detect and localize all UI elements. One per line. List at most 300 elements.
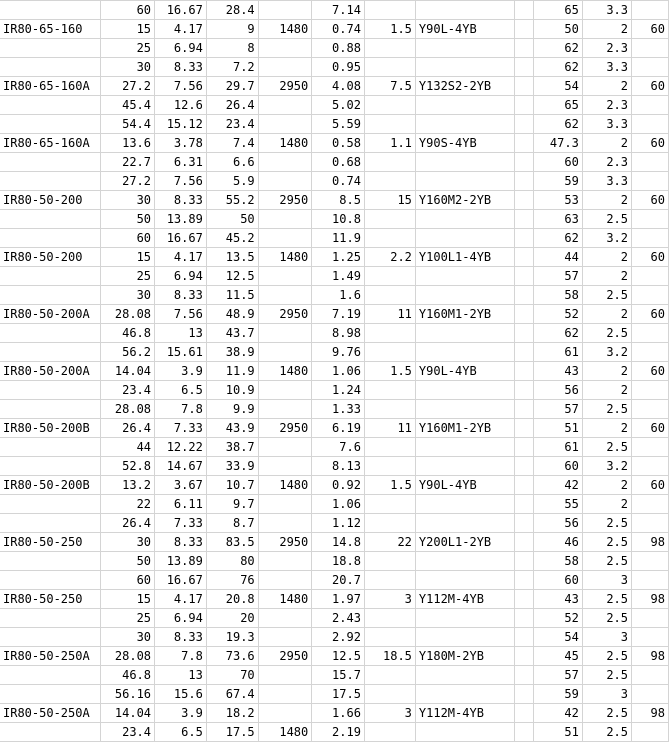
cell-blank[interactable]	[515, 514, 533, 533]
cell-npsh[interactable]: 2.5	[582, 704, 631, 723]
cell-npsh[interactable]: 2.5	[582, 552, 631, 571]
cell-flow-m3h[interactable]: 23.4	[101, 723, 155, 742]
cell-model[interactable]	[0, 39, 101, 58]
cell-shaft-power-kw[interactable]: 8.13	[312, 457, 365, 476]
cell-flow-ls[interactable]: 4.17	[155, 590, 207, 609]
cell-motor-power-kw[interactable]	[364, 229, 415, 248]
cell-motor-model[interactable]: Y160M2-2YB	[415, 191, 514, 210]
cell-model[interactable]	[0, 723, 101, 742]
cell-shaft-power-kw[interactable]: 1.6	[312, 286, 365, 305]
cell-model[interactable]	[0, 229, 101, 248]
cell-head-m[interactable]: 8.7	[206, 514, 258, 533]
cell-motor-model[interactable]	[415, 628, 514, 647]
cell-flow-ls[interactable]: 3.9	[155, 704, 207, 723]
cell-efficiency[interactable]: 42	[533, 704, 582, 723]
cell-flow-ls[interactable]: 6.94	[155, 609, 207, 628]
cell-blank[interactable]	[515, 495, 533, 514]
cell-model[interactable]: IR80-50-200B	[0, 476, 101, 495]
cell-speed-rpm[interactable]	[258, 210, 312, 229]
cell-weight[interactable]: 98	[632, 533, 669, 552]
cell-npsh[interactable]: 2	[582, 362, 631, 381]
cell-flow-m3h[interactable]: 15	[101, 248, 155, 267]
cell-speed-rpm[interactable]	[258, 628, 312, 647]
cell-blank[interactable]	[515, 210, 533, 229]
cell-motor-power-kw[interactable]	[364, 153, 415, 172]
cell-shaft-power-kw[interactable]: 0.88	[312, 39, 365, 58]
cell-weight[interactable]	[632, 1, 669, 20]
cell-efficiency[interactable]: 62	[533, 39, 582, 58]
cell-model[interactable]	[0, 58, 101, 77]
cell-motor-power-kw[interactable]: 11	[364, 419, 415, 438]
cell-model[interactable]: IR80-65-160A	[0, 77, 101, 96]
cell-model[interactable]	[0, 343, 101, 362]
cell-speed-rpm[interactable]	[258, 495, 312, 514]
cell-head-m[interactable]: 38.7	[206, 438, 258, 457]
cell-efficiency[interactable]: 60	[533, 457, 582, 476]
cell-flow-m3h[interactable]: 25	[101, 609, 155, 628]
cell-flow-ls[interactable]: 12.22	[155, 438, 207, 457]
cell-efficiency[interactable]: 58	[533, 286, 582, 305]
cell-blank[interactable]	[515, 305, 533, 324]
cell-motor-power-kw[interactable]	[364, 172, 415, 191]
cell-head-m[interactable]: 9.9	[206, 400, 258, 419]
cell-shaft-power-kw[interactable]: 1.25	[312, 248, 365, 267]
cell-head-m[interactable]: 76	[206, 571, 258, 590]
cell-flow-m3h[interactable]: 26.4	[101, 514, 155, 533]
cell-motor-power-kw[interactable]: 2.2	[364, 248, 415, 267]
cell-shaft-power-kw[interactable]: 1.24	[312, 381, 365, 400]
cell-blank[interactable]	[515, 457, 533, 476]
cell-model[interactable]: IR80-50-200A	[0, 305, 101, 324]
cell-model[interactable]: IR80-50-250A	[0, 704, 101, 723]
cell-head-m[interactable]: 7.4	[206, 134, 258, 153]
cell-blank[interactable]	[515, 666, 533, 685]
cell-speed-rpm[interactable]	[258, 400, 312, 419]
cell-weight[interactable]	[632, 324, 669, 343]
cell-npsh[interactable]: 2	[582, 134, 631, 153]
cell-motor-model[interactable]	[415, 96, 514, 115]
cell-motor-model[interactable]	[415, 723, 514, 742]
cell-shaft-power-kw[interactable]: 0.95	[312, 58, 365, 77]
cell-blank[interactable]	[515, 571, 533, 590]
cell-npsh[interactable]: 2.5	[582, 666, 631, 685]
cell-motor-power-kw[interactable]	[364, 457, 415, 476]
cell-weight[interactable]: 98	[632, 647, 669, 666]
cell-shaft-power-kw[interactable]: 9.76	[312, 343, 365, 362]
cell-speed-rpm[interactable]: 1480	[258, 362, 312, 381]
cell-head-m[interactable]: 18.2	[206, 704, 258, 723]
cell-efficiency[interactable]: 58	[533, 552, 582, 571]
cell-speed-rpm[interactable]	[258, 324, 312, 343]
cell-npsh[interactable]: 2.5	[582, 647, 631, 666]
cell-flow-ls[interactable]: 6.31	[155, 153, 207, 172]
cell-motor-power-kw[interactable]	[364, 685, 415, 704]
cell-flow-m3h[interactable]: 15	[101, 590, 155, 609]
cell-efficiency[interactable]: 53	[533, 191, 582, 210]
cell-flow-ls[interactable]: 13	[155, 666, 207, 685]
cell-speed-rpm[interactable]: 1480	[258, 590, 312, 609]
cell-flow-ls[interactable]: 7.56	[155, 77, 207, 96]
cell-blank[interactable]	[515, 58, 533, 77]
cell-motor-power-kw[interactable]	[364, 628, 415, 647]
cell-npsh[interactable]: 2.5	[582, 590, 631, 609]
cell-speed-rpm[interactable]	[258, 457, 312, 476]
cell-motor-power-kw[interactable]: 1.1	[364, 134, 415, 153]
cell-efficiency[interactable]: 57	[533, 400, 582, 419]
cell-model[interactable]	[0, 685, 101, 704]
cell-weight[interactable]	[632, 495, 669, 514]
cell-flow-ls[interactable]: 12.6	[155, 96, 207, 115]
cell-speed-rpm[interactable]: 2950	[258, 191, 312, 210]
cell-speed-rpm[interactable]	[258, 96, 312, 115]
cell-blank[interactable]	[515, 115, 533, 134]
cell-model[interactable]	[0, 210, 101, 229]
cell-speed-rpm[interactable]: 1480	[258, 248, 312, 267]
cell-shaft-power-kw[interactable]: 1.49	[312, 267, 365, 286]
cell-flow-m3h[interactable]: 27.2	[101, 77, 155, 96]
cell-weight[interactable]: 98	[632, 590, 669, 609]
cell-flow-ls[interactable]: 8.33	[155, 533, 207, 552]
cell-npsh[interactable]: 2	[582, 267, 631, 286]
cell-weight[interactable]: 60	[632, 191, 669, 210]
cell-speed-rpm[interactable]	[258, 229, 312, 248]
cell-motor-model[interactable]: Y180M-2YB	[415, 647, 514, 666]
cell-shaft-power-kw[interactable]: 7.19	[312, 305, 365, 324]
cell-blank[interactable]	[515, 476, 533, 495]
cell-speed-rpm[interactable]	[258, 685, 312, 704]
cell-flow-ls[interactable]: 7.8	[155, 647, 207, 666]
cell-speed-rpm[interactable]	[258, 381, 312, 400]
cell-model[interactable]	[0, 457, 101, 476]
cell-shaft-power-kw[interactable]: 10.8	[312, 210, 365, 229]
cell-flow-ls[interactable]: 14.67	[155, 457, 207, 476]
cell-blank[interactable]	[515, 267, 533, 286]
cell-shaft-power-kw[interactable]: 0.74	[312, 20, 365, 39]
cell-motor-power-kw[interactable]: 3	[364, 590, 415, 609]
cell-npsh[interactable]: 2.3	[582, 39, 631, 58]
cell-speed-rpm[interactable]: 2950	[258, 305, 312, 324]
cell-blank[interactable]	[515, 77, 533, 96]
cell-motor-power-kw[interactable]: 18.5	[364, 647, 415, 666]
cell-shaft-power-kw[interactable]: 7.14	[312, 1, 365, 20]
cell-motor-power-kw[interactable]	[364, 514, 415, 533]
cell-blank[interactable]	[515, 723, 533, 742]
cell-flow-m3h[interactable]: 46.8	[101, 324, 155, 343]
cell-motor-power-kw[interactable]: 1.5	[364, 362, 415, 381]
cell-motor-power-kw[interactable]	[364, 438, 415, 457]
cell-flow-m3h[interactable]: 30	[101, 628, 155, 647]
cell-shaft-power-kw[interactable]: 1.97	[312, 590, 365, 609]
cell-blank[interactable]	[515, 20, 533, 39]
cell-efficiency[interactable]: 60	[533, 571, 582, 590]
cell-npsh[interactable]: 3	[582, 628, 631, 647]
cell-npsh[interactable]: 2	[582, 495, 631, 514]
cell-head-m[interactable]: 38.9	[206, 343, 258, 362]
cell-model[interactable]	[0, 381, 101, 400]
cell-speed-rpm[interactable]	[258, 666, 312, 685]
cell-shaft-power-kw[interactable]: 0.58	[312, 134, 365, 153]
cell-motor-model[interactable]	[415, 438, 514, 457]
cell-model[interactable]	[0, 96, 101, 115]
cell-flow-m3h[interactable]: 60	[101, 571, 155, 590]
cell-weight[interactable]: 60	[632, 305, 669, 324]
cell-model[interactable]: IR80-50-200	[0, 248, 101, 267]
cell-npsh[interactable]: 2	[582, 191, 631, 210]
cell-weight[interactable]: 60	[632, 419, 669, 438]
cell-model[interactable]	[0, 286, 101, 305]
cell-flow-ls[interactable]: 7.56	[155, 172, 207, 191]
cell-motor-model[interactable]: Y160M1-2YB	[415, 305, 514, 324]
cell-blank[interactable]	[515, 134, 533, 153]
cell-speed-rpm[interactable]: 2950	[258, 647, 312, 666]
cell-weight[interactable]	[632, 514, 669, 533]
cell-head-m[interactable]: 55.2	[206, 191, 258, 210]
cell-weight[interactable]	[632, 400, 669, 419]
cell-motor-model[interactable]	[415, 39, 514, 58]
cell-flow-m3h[interactable]: 56.2	[101, 343, 155, 362]
cell-npsh[interactable]: 2.5	[582, 324, 631, 343]
cell-model[interactable]: IR80-65-160A	[0, 134, 101, 153]
cell-flow-m3h[interactable]: 54.4	[101, 115, 155, 134]
cell-efficiency[interactable]: 45	[533, 647, 582, 666]
cell-blank[interactable]	[515, 647, 533, 666]
cell-flow-ls[interactable]: 8.33	[155, 58, 207, 77]
cell-npsh[interactable]: 3.3	[582, 115, 631, 134]
cell-npsh[interactable]: 2.5	[582, 723, 631, 742]
cell-head-m[interactable]: 9	[206, 20, 258, 39]
cell-flow-m3h[interactable]: 15	[101, 20, 155, 39]
cell-blank[interactable]	[515, 419, 533, 438]
cell-motor-power-kw[interactable]: 7.5	[364, 77, 415, 96]
cell-weight[interactable]	[632, 153, 669, 172]
cell-weight[interactable]: 60	[632, 362, 669, 381]
cell-speed-rpm[interactable]: 1480	[258, 723, 312, 742]
cell-shaft-power-kw[interactable]: 0.68	[312, 153, 365, 172]
cell-flow-m3h[interactable]: 45.4	[101, 96, 155, 115]
cell-flow-ls[interactable]: 3.67	[155, 476, 207, 495]
cell-model[interactable]	[0, 153, 101, 172]
cell-speed-rpm[interactable]: 1480	[258, 20, 312, 39]
cell-motor-model[interactable]: Y112M-4YB	[415, 590, 514, 609]
cell-flow-m3h[interactable]: 56.16	[101, 685, 155, 704]
cell-npsh[interactable]: 3.2	[582, 457, 631, 476]
cell-efficiency[interactable]: 52	[533, 609, 582, 628]
cell-head-m[interactable]: 83.5	[206, 533, 258, 552]
cell-motor-power-kw[interactable]	[364, 1, 415, 20]
cell-weight[interactable]: 60	[632, 134, 669, 153]
cell-efficiency[interactable]: 62	[533, 58, 582, 77]
cell-flow-m3h[interactable]: 30	[101, 533, 155, 552]
cell-weight[interactable]	[632, 685, 669, 704]
cell-head-m[interactable]: 9.7	[206, 495, 258, 514]
cell-motor-model[interactable]	[415, 685, 514, 704]
cell-speed-rpm[interactable]	[258, 704, 312, 723]
cell-flow-m3h[interactable]: 52.8	[101, 457, 155, 476]
cell-motor-model[interactable]	[415, 286, 514, 305]
cell-motor-model[interactable]: Y90L-4YB	[415, 362, 514, 381]
cell-efficiency[interactable]: 56	[533, 514, 582, 533]
cell-flow-ls[interactable]: 13	[155, 324, 207, 343]
cell-flow-ls[interactable]: 8.33	[155, 191, 207, 210]
cell-efficiency[interactable]: 51	[533, 723, 582, 742]
cell-flow-ls[interactable]: 3.9	[155, 362, 207, 381]
cell-speed-rpm[interactable]: 2950	[258, 533, 312, 552]
cell-weight[interactable]	[632, 628, 669, 647]
cell-motor-model[interactable]	[415, 172, 514, 191]
cell-flow-ls[interactable]: 13.89	[155, 552, 207, 571]
cell-motor-model[interactable]	[415, 324, 514, 343]
cell-efficiency[interactable]: 60	[533, 153, 582, 172]
cell-weight[interactable]	[632, 571, 669, 590]
cell-efficiency[interactable]: 62	[533, 229, 582, 248]
cell-efficiency[interactable]: 62	[533, 115, 582, 134]
cell-shaft-power-kw[interactable]: 0.92	[312, 476, 365, 495]
cell-model[interactable]	[0, 609, 101, 628]
cell-flow-ls[interactable]: 8.33	[155, 628, 207, 647]
cell-speed-rpm[interactable]	[258, 39, 312, 58]
cell-shaft-power-kw[interactable]: 11.9	[312, 229, 365, 248]
cell-head-m[interactable]: 26.4	[206, 96, 258, 115]
cell-weight[interactable]	[632, 210, 669, 229]
cell-motor-model[interactable]: Y132S2-2YB	[415, 77, 514, 96]
cell-flow-m3h[interactable]: 22.7	[101, 153, 155, 172]
cell-shaft-power-kw[interactable]: 15.7	[312, 666, 365, 685]
cell-flow-ls[interactable]: 15.12	[155, 115, 207, 134]
cell-head-m[interactable]: 33.9	[206, 457, 258, 476]
cell-flow-ls[interactable]: 6.5	[155, 381, 207, 400]
cell-weight[interactable]	[632, 609, 669, 628]
cell-flow-ls[interactable]: 15.61	[155, 343, 207, 362]
cell-blank[interactable]	[515, 400, 533, 419]
cell-head-m[interactable]: 20.8	[206, 590, 258, 609]
cell-blank[interactable]	[515, 1, 533, 20]
cell-head-m[interactable]: 28.4	[206, 1, 258, 20]
cell-flow-m3h[interactable]: 25	[101, 267, 155, 286]
cell-shaft-power-kw[interactable]: 20.7	[312, 571, 365, 590]
cell-head-m[interactable]: 23.4	[206, 115, 258, 134]
cell-motor-model[interactable]	[415, 229, 514, 248]
cell-npsh[interactable]: 2.5	[582, 286, 631, 305]
cell-blank[interactable]	[515, 172, 533, 191]
cell-head-m[interactable]: 6.6	[206, 153, 258, 172]
cell-blank[interactable]	[515, 343, 533, 362]
cell-efficiency[interactable]: 46	[533, 533, 582, 552]
cell-head-m[interactable]: 80	[206, 552, 258, 571]
cell-efficiency[interactable]: 59	[533, 685, 582, 704]
cell-flow-m3h[interactable]: 30	[101, 286, 155, 305]
cell-shaft-power-kw[interactable]: 1.06	[312, 362, 365, 381]
cell-blank[interactable]	[515, 191, 533, 210]
cell-flow-m3h[interactable]: 28.08	[101, 305, 155, 324]
cell-model[interactable]: IR80-50-200A	[0, 362, 101, 381]
cell-flow-m3h[interactable]: 14.04	[101, 704, 155, 723]
cell-motor-model[interactable]	[415, 495, 514, 514]
cell-speed-rpm[interactable]: 2950	[258, 419, 312, 438]
cell-head-m[interactable]: 8	[206, 39, 258, 58]
cell-speed-rpm[interactable]	[258, 1, 312, 20]
cell-speed-rpm[interactable]	[258, 267, 312, 286]
cell-npsh[interactable]: 2	[582, 20, 631, 39]
cell-flow-ls[interactable]: 3.78	[155, 134, 207, 153]
cell-weight[interactable]	[632, 286, 669, 305]
cell-efficiency[interactable]: 59	[533, 172, 582, 191]
cell-flow-ls[interactable]: 6.94	[155, 267, 207, 286]
cell-weight[interactable]	[632, 115, 669, 134]
cell-flow-ls[interactable]: 16.67	[155, 1, 207, 20]
cell-motor-model[interactable]	[415, 400, 514, 419]
cell-model[interactable]: IR80-50-250	[0, 533, 101, 552]
cell-efficiency[interactable]: 42	[533, 476, 582, 495]
cell-npsh[interactable]: 2	[582, 476, 631, 495]
cell-efficiency[interactable]: 52	[533, 305, 582, 324]
cell-flow-ls[interactable]: 4.17	[155, 20, 207, 39]
cell-flow-m3h[interactable]: 28.08	[101, 400, 155, 419]
cell-flow-m3h[interactable]: 25	[101, 39, 155, 58]
cell-motor-model[interactable]: Y90L-4YB	[415, 20, 514, 39]
cell-npsh[interactable]: 2.3	[582, 96, 631, 115]
cell-model[interactable]	[0, 267, 101, 286]
cell-model[interactable]: IR80-50-200B	[0, 419, 101, 438]
cell-motor-model[interactable]: Y90L-4YB	[415, 476, 514, 495]
cell-efficiency[interactable]: 57	[533, 666, 582, 685]
cell-motor-power-kw[interactable]	[364, 39, 415, 58]
cell-head-m[interactable]: 10.7	[206, 476, 258, 495]
cell-blank[interactable]	[515, 248, 533, 267]
cell-shaft-power-kw[interactable]: 8.5	[312, 191, 365, 210]
cell-motor-model[interactable]	[415, 115, 514, 134]
cell-flow-ls[interactable]: 7.33	[155, 419, 207, 438]
cell-motor-power-kw[interactable]	[364, 267, 415, 286]
cell-npsh[interactable]: 2.3	[582, 153, 631, 172]
cell-efficiency[interactable]: 61	[533, 343, 582, 362]
cell-head-m[interactable]: 13.5	[206, 248, 258, 267]
cell-shaft-power-kw[interactable]: 2.19	[312, 723, 365, 742]
cell-speed-rpm[interactable]	[258, 58, 312, 77]
cell-model[interactable]	[0, 552, 101, 571]
cell-motor-power-kw[interactable]	[364, 96, 415, 115]
cell-motor-model[interactable]: Y200L1-2YB	[415, 533, 514, 552]
cell-weight[interactable]	[632, 723, 669, 742]
cell-npsh[interactable]: 3.2	[582, 229, 631, 248]
cell-motor-model[interactable]	[415, 1, 514, 20]
cell-shaft-power-kw[interactable]: 17.5	[312, 685, 365, 704]
cell-npsh[interactable]: 2.5	[582, 438, 631, 457]
cell-flow-ls[interactable]: 7.33	[155, 514, 207, 533]
cell-head-m[interactable]: 29.7	[206, 77, 258, 96]
cell-blank[interactable]	[515, 39, 533, 58]
cell-flow-m3h[interactable]: 28.08	[101, 647, 155, 666]
cell-shaft-power-kw[interactable]: 1.12	[312, 514, 365, 533]
cell-efficiency[interactable]: 63	[533, 210, 582, 229]
cell-flow-m3h[interactable]: 13.6	[101, 134, 155, 153]
cell-speed-rpm[interactable]	[258, 552, 312, 571]
cell-npsh[interactable]: 3	[582, 685, 631, 704]
cell-flow-m3h[interactable]: 30	[101, 58, 155, 77]
cell-head-m[interactable]: 67.4	[206, 685, 258, 704]
cell-flow-m3h[interactable]: 50	[101, 210, 155, 229]
cell-npsh[interactable]: 2	[582, 381, 631, 400]
cell-speed-rpm[interactable]	[258, 286, 312, 305]
cell-head-m[interactable]: 43.7	[206, 324, 258, 343]
cell-motor-power-kw[interactable]: 1.5	[364, 20, 415, 39]
cell-model[interactable]	[0, 172, 101, 191]
cell-shaft-power-kw[interactable]: 1.06	[312, 495, 365, 514]
cell-efficiency[interactable]: 54	[533, 628, 582, 647]
cell-head-m[interactable]: 11.5	[206, 286, 258, 305]
cell-speed-rpm[interactable]: 2950	[258, 77, 312, 96]
cell-flow-ls[interactable]: 15.6	[155, 685, 207, 704]
cell-flow-m3h[interactable]: 23.4	[101, 381, 155, 400]
